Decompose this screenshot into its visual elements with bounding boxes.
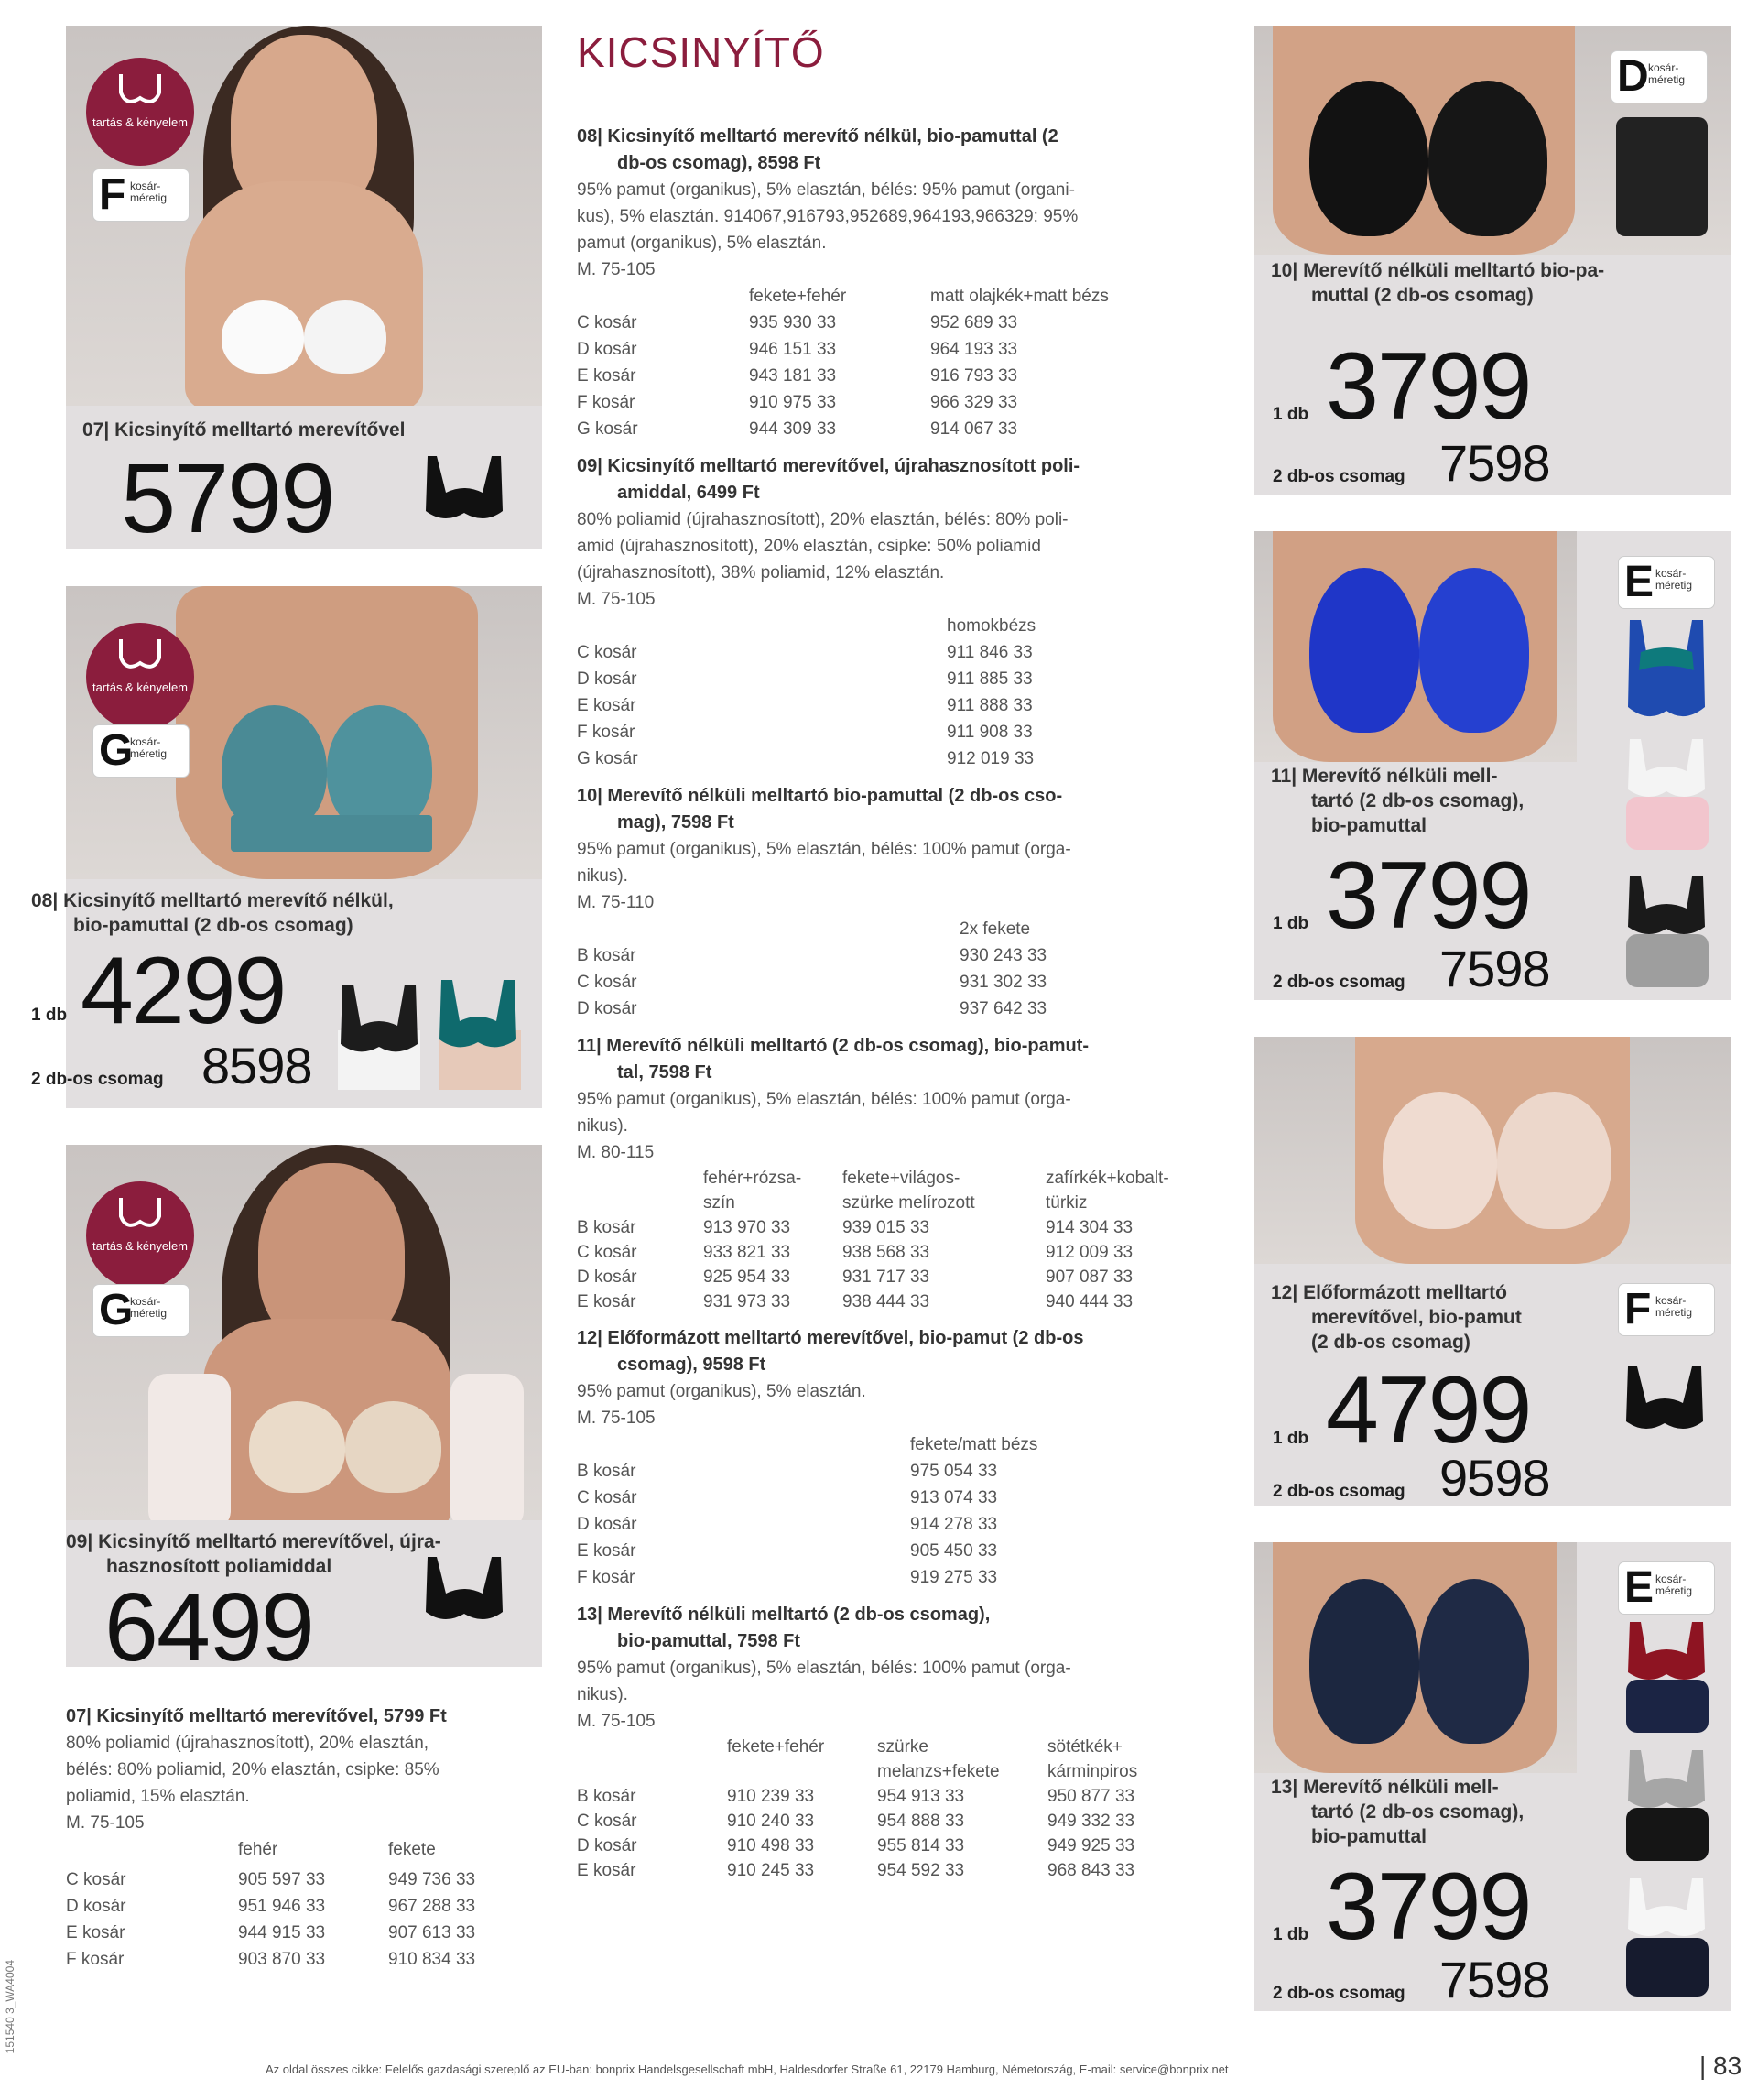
material-line: (újrahasznosított), 38% poliamid, 12% elasztán.	[577, 563, 945, 582]
material-line: poliamid, 15% elasztán.	[66, 1787, 250, 1806]
single-label: 1 db	[1273, 1925, 1309, 1944]
product-panel-10	[1254, 26, 1731, 495]
product-heading: db-os csomag), 8598 Ft	[617, 153, 821, 173]
product-photo	[1254, 1037, 1731, 1264]
single-label: 1 db	[1273, 914, 1309, 933]
bra-thumbnail	[1621, 1874, 1712, 2002]
bra-thumbnail	[418, 1548, 510, 1630]
size-badge: F kosár-méretig	[1619, 1284, 1714, 1335]
pack-price: 8598	[201, 1037, 312, 1094]
table-cell: 949 736 33	[388, 1870, 476, 1889]
material-line: 80% poliamid (újrahasznosított), 20% elasztán,	[66, 1734, 429, 1753]
size-range: M. 75-105	[577, 590, 656, 609]
material-line: kus), 5% elasztán. 914067,916793,952689,964193,966329: 95%	[577, 207, 1079, 226]
material-line: amid (újrahasznosított), 20% elasztán, csipke: 50% poliamid	[577, 537, 1041, 556]
product-caption: 09| Kicsinyítő melltartó merevítővel, újra- hasznosított poliamiddal	[66, 1531, 441, 1577]
price: 4799	[1326, 1357, 1531, 1463]
material-line: nikus).	[577, 866, 628, 886]
price: 6499	[104, 1573, 313, 1681]
material-line: 95% pamut (organikus), 5% elasztán, bélés: 100% pamut (orga-	[577, 840, 1071, 859]
table-cell: E kosár	[66, 1923, 125, 1942]
product-heading: 09| Kicsinyítő melltartó merevítővel, újrahasznosított poli-	[577, 456, 1080, 476]
product-heading: 11| Merevítő nélküli melltartó (2 db-os csomag), bio-pamut-	[577, 1036, 1090, 1056]
catalog-code: 151540 3_WA4004	[4, 1960, 16, 2054]
material-line: 95% pamut (organikus), 5% elasztán, bélés: 100% pamut (orga-	[577, 1659, 1071, 1678]
pack-price: 7598	[1439, 1951, 1550, 2008]
size-badge: E kosár-méretig	[1619, 1562, 1714, 1614]
article-table: 2x fekete B kosár 930 243 33 C kosár 931 302 33 D kosár 937 642 33	[577, 919, 1047, 1018]
table-cell: 903 870 33	[238, 1950, 326, 1969]
pack-label: 2 db-os csomag	[31, 1070, 164, 1089]
material-line: pamut (organikus), 5% elasztán.	[577, 234, 827, 253]
material-line: bélés: 80% poliamid, 20% elasztán, csipke: 85%	[66, 1760, 440, 1779]
price: 4299	[81, 938, 286, 1044]
size-badge: D kosár-méretig	[1612, 51, 1707, 103]
product-heading: 07| Kicsinyítő melltartó merevítővel, 5799 Ft	[66, 1706, 447, 1726]
table-cell: F kosár	[66, 1950, 125, 1969]
page-number: | 83	[1699, 2051, 1742, 2080]
table-cell: D kosár	[66, 1897, 126, 1916]
product-heading: amiddal, 6499 Ft	[617, 483, 760, 503]
product-caption: 13| Merevítő nélküli mell- tartó (2 db-os csomag), bio-pamuttal	[1271, 1777, 1525, 1847]
support-badge: tartás & kényelem	[86, 623, 194, 731]
material-line: nikus).	[577, 1116, 628, 1136]
product-heading: csomag), 9598 Ft	[617, 1355, 766, 1375]
single-label: 1 db	[31, 1006, 68, 1025]
table-cell: C kosár	[66, 1870, 126, 1889]
support-badge: tartás & kényelem	[86, 58, 194, 166]
product-heading: 12| Előformázott melltartó merevítővel, bio-pamut (2 db-os	[577, 1328, 1084, 1348]
size-badge: F kosár-méretig	[93, 169, 189, 221]
article-table: fekete+fehér szürke sötétkék+ melanzs+fekete kárminpiros B kosár 910 239 33 954 913 33 950 877 33 C kosár 910 240 33 954 888 33 949 332 33 D kosár 910 498 33 955 814 33 949 925 33 E kosár 910 245 33 954 592 33 968 843 33	[577, 1737, 1138, 1880]
size-range: M. 75-105	[577, 1712, 656, 1731]
size-badge: E kosár-méretig	[1619, 557, 1714, 608]
size-badge: G kosár-méretig	[93, 725, 189, 777]
pack-price: 9598	[1439, 1449, 1550, 1507]
bra-thumbnail	[1621, 615, 1712, 725]
product-caption: 08| Kicsinyítő melltartó merevítő nélkül, bio-pamuttal (2 db-os csomag)	[31, 890, 394, 936]
table-cell: 905 597 33	[238, 1870, 326, 1889]
section-title: KICSINYÍTŐ	[577, 28, 825, 76]
product-caption: 07| Kicsinyítő melltartó merevítővel	[82, 419, 406, 441]
product-caption: 10| Merevítő nélküli melltartó bio-pa- muttal (2 db-os csomag)	[1271, 260, 1605, 306]
product-panel-09	[66, 1145, 542, 1681]
single-label: 1 db	[1273, 1429, 1309, 1448]
size-range: M. 75-105	[577, 260, 656, 279]
table-cell: 967 288 33	[388, 1897, 476, 1916]
product-panel-08	[31, 586, 542, 1108]
bra-thumbnail	[1621, 734, 1712, 854]
article-table: fehér fekete C kosár 905 597 33 949 736 33 D kosár 951 946 33 967 288 33 E kosár 944 915 33 907 613 33 F kosár 903 870 33 910 834 33	[66, 1836, 542, 1973]
product-heading: tal, 7598 Ft	[617, 1062, 712, 1083]
product-panel-13	[1254, 1542, 1731, 2011]
table-cell: 944 915 33	[238, 1923, 326, 1942]
price: 3799	[1326, 333, 1531, 440]
pack-label: 2 db-os csomag	[1273, 467, 1405, 486]
bra-thumbnail	[1619, 1357, 1710, 1440]
bra-thumbnail	[1621, 872, 1712, 991]
size-badge: G kosár-méretig	[93, 1285, 189, 1336]
size-range: M. 80-115	[577, 1143, 655, 1162]
table-cell: 907 613 33	[388, 1923, 476, 1942]
bra-thumbnail	[333, 975, 526, 1094]
product-heading: 08| Kicsinyítő melltartó merevítő nélkül, bio-pamuttal (2	[577, 126, 1058, 147]
material-line: 95% pamut (organikus), 5% elasztán.	[577, 1382, 866, 1401]
bra-thumbnail	[1621, 1617, 1712, 1736]
single-label: 1 db	[1273, 405, 1309, 424]
product-heading: mag), 7598 Ft	[617, 812, 734, 832]
article-table: homokbézs C kosár 911 846 33 D kosár 911 885 33 E kosár 911 888 33 F kosár 911 908 33 G kosár 912 019 33	[577, 616, 1036, 768]
size-range: M. 75-105	[577, 1409, 656, 1428]
table-cell: 951 946 33	[238, 1897, 326, 1916]
article-table: fehér+rózsa- fekete+világos- zafírkék+kobalt- szín szürke melírozott türkiz B kosár 913 970 33 939 015 33 914 304 33 C kosár 933 821 33 938 568 33 912 009 33 D kosár 925 954 33 931 717 33 907 087 33 E kosár 931 973 33 938 444 33 940 444 33	[577, 1169, 1169, 1311]
material-line: nikus).	[577, 1685, 628, 1704]
material-line: 80% poliamid (újrahasznosított), 20% elasztán, bélés: 80% poli-	[577, 510, 1069, 529]
product-heading: 13| Merevítő nélküli melltartó (2 db-os csomag),	[577, 1605, 991, 1625]
pack-price: 7598	[1439, 940, 1550, 997]
support-badge: tartás & kényelem	[86, 1181, 194, 1289]
article-table: fekete/matt bézs B kosár 975 054 33 C kosár 913 074 33 D kosár 914 278 33 E kosár 905 450 33 F kosár 919 275 33	[577, 1435, 1038, 1587]
product-heading: bio-pamuttal, 7598 Ft	[617, 1631, 801, 1651]
product-caption: 11| Merevítő nélküli mell- tartó (2 db-os csomag), bio-pamuttal	[1271, 766, 1525, 836]
article-table: fekete+fehér matt olajkék+matt bézs C kosár 935 930 33 952 689 33 D kosár 946 151 33 964 193 33 E kosár 943 181 33 916 793 33 F kosár 910 975 33 966 329 33 G kosár 944 309 33 914 067 33	[577, 287, 1109, 439]
product-caption: 12| Előformázott melltartó merevítővel, bio-pamut (2 db-os csomag)	[1271, 1282, 1522, 1353]
price: 5799	[121, 442, 334, 553]
bra-thumbnail	[1621, 1746, 1712, 1865]
product-details-07	[66, 1703, 542, 1973]
product-panel-07	[66, 26, 542, 553]
product-photo	[1254, 1542, 1577, 1773]
pack-label: 2 db-os csomag	[1273, 1984, 1405, 2003]
material-line: 95% pamut (organikus), 5% elasztán, bélés: 95% pamut (organi-	[577, 180, 1075, 200]
pack-price: 7598	[1439, 434, 1550, 492]
table-cell: 910 834 33	[388, 1950, 476, 1969]
pack-label: 2 db-os csomag	[1273, 1482, 1405, 1501]
product-panel-12	[1254, 1037, 1731, 1506]
product-details-column	[577, 124, 1218, 1883]
material-line: 95% pamut (organikus), 5% elasztán, bélés: 100% pamut (orga-	[577, 1090, 1071, 1109]
footer-legal: Az oldal összes cikke: Felelős gazdasági szereplő az EU-ban: bonprix Handelsgesellschaft mbH, Haldesdorfer Straße 61, 22179 Hamburg, Németország, E-mail: service@bonprix.net	[266, 2062, 1229, 2076]
bra-thumbnail	[418, 447, 510, 529]
product-photo	[1254, 531, 1577, 762]
size-range: M. 75-110	[577, 893, 655, 912]
pack-label: 2 db-os csomag	[1273, 973, 1405, 992]
product-panel-11	[1254, 531, 1731, 1000]
product-heading: 10| Merevítő nélküli melltartó bio-pamuttal (2 db-os cso-	[577, 786, 1063, 806]
price: 3799	[1326, 843, 1531, 949]
size-range: M. 75-105	[66, 1813, 145, 1833]
price: 3799	[1326, 1854, 1531, 1960]
